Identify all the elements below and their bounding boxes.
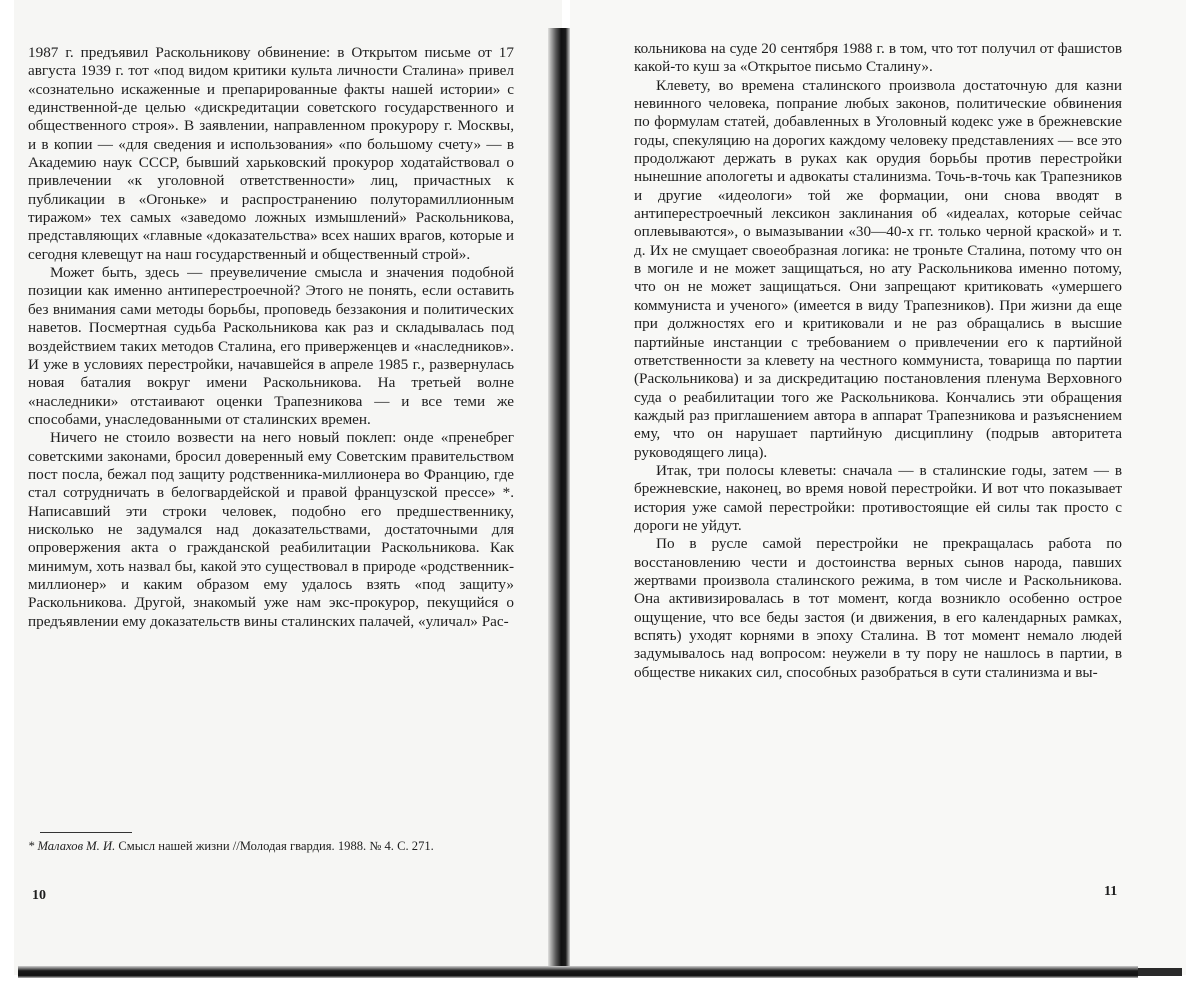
page-number-left: 10 — [32, 888, 46, 903]
footnote — [28, 838, 520, 854]
paragraph: кольникова на суде 20 сентября 1988 г. в том, что тот получил от фашистов какой-то куш за «Открытое письмо Сталину». — [634, 40, 1122, 76]
paragraph: Клевету, во времена сталинского произвола достаточную для казни невинного человека, попрание любых законов, политические обвинения по формулам статей, добавленных в Уголовный кодекс уже в брежневские годы, спекуляцию на дорогих каждому человеку представлениях — все это продолжают держать в руках как орудия борьбы против перестройки нынешние апологеты и адвокаты сталинизма. Точь-в-точь как Трапезников и другие «идеологи» той же формации, они снова вводят в антиперестроечный лексикон заклинания об «идеалах, которые сейчас оплевываются», о вымазывании «30—40-х гг. только черной краской» и т. д. Их не смущает своеобразная логика: не троньте Сталина, потому что он в могиле и не может защищаться, но ату Раскольникова именно потому, что он не может защищаться. Они запрещают критиковать «умершего коммуниста и ученого» (имеется в виду Трапезников). При жизни да еще при должностях его и критиковали и не раз обращались в высшие партийные инстанции с требованием о привлечении его к партийной ответственности за клевету на честного коммуниста, товарища по партии (Раскольникова) и за дискредитацию постановления пленума Верховного суда о реабилитации того же Раскольникова. Кончались эти обращения каждый раз приглашением автора в аппарат Трапезникова и разъяснением ему, что он нарушает партийную дисциплину (подрыв авторитета руководящего лица). — [634, 76, 1122, 461]
footnote-author: * Малахов М. И. — [28, 839, 116, 853]
paragraph: 1987 г. предъявил Раскольникову обвинение: в Открытом письме от 17 августа 1939 г. тот «под видом критики культа личности Сталина» привел «сознательно искаженные и препарированные факты нашей истории» с единственной-де целью «дискредитации советского государственного и общественного строя». В заявлении, направленном прокурору г. Москвы, и в копии — «для сведения и использования» «по большому счету» — в Академию наук СССР, бывший харьковский прокурор ходатайствовал о привлечении «к уголовной ответственности» лиц, причастных к публикации в «Огоньке» и распространению полуторамиллионным тиражом» тех самых «заведомо ложных измышлений» Раскольникова, представляющих «главные «доказательства» всех наших врагов, которые и сегодня клевещут на наш государственный и общественный строй». — [28, 44, 514, 263]
page-number-right: 11 — [1104, 884, 1118, 899]
paragraph: Ничего не стоило возвести на него новый поклеп: онде «пренебрег советскими законами, бросил доверенный ему Советским правительством пост посла, бежал под защиту родственника-миллионера во Францию, где стал сотрудничать в белогвардейской и правой французской прессе» *. Написавший эти строки человек, подобно его предшественнику, нисколько не задумался над доказательствами, достаточными для опровержения акта о гражданской реабилитации Раскольникова. Как минимум, хоть назвал бы, какой это существовал в природе «родственник-миллионер» и каким образом ему удалось взять «под защиту» Раскольникова. Другой, знакомый уже нам экс-прокурор, пекущийся о предъявлении ему доказательств вины сталинских палачей, «уличал» Рас- — [28, 429, 514, 630]
footnote-divider — [40, 832, 132, 833]
footnote-text: Смысл нашей жизни //Молодая гвардия. 1988. № 4. С. 271. — [118, 839, 434, 853]
page-bottom-edge-tail — [1138, 968, 1182, 976]
right-page-text — [634, 40, 1122, 682]
book-gutter — [548, 28, 570, 975]
page-bottom-edge — [18, 966, 1138, 978]
paragraph: Может быть, здесь — преувеличение смысла и значения подобной позиции как именно антиперестроечной? Этого не понять, если оставить без внимания сами методы борьбы, проповедь беззакония и политических наветов. Посмертная судьба Раскольникова как раз и складывалась под воздействием таких методов Сталина, его приверженцев и «наследников». И уже в условиях перестройки, начавшейся в апреле 1985 г., развернулась новая баталия вокруг имени Раскольникова. На третьей волне «наследники» отстаивают оценки Трапезникова — и все теми же способами, унаследованными от сталинских времен. — [28, 264, 514, 428]
paragraph: По в русле самой перестройки не прекращалась работа по восстановлению чести и достоинства верных сынов народа, павших жертвами произвола сталинского режима, в том числе и Раскольникова. Она активизировалась в тот момент, когда возникло особенно острое ощущение, что все беды застоя (и движения, в его календарных рамках, вспять) уходят корнями в эпоху Сталина. В тот момент немало людей задумывалось над вопросом: неужели в ту пору не нашлось в партии, в обществе никаких сил, способных разобраться в сути сталинизма и вы- — [634, 535, 1122, 681]
left-page-text — [28, 44, 514, 631]
paragraph: Итак, три полосы клеветы: сначала — в сталинские годы, затем — в брежневские, наконец, во время новой перестройки. И вот что показывает история уже самой перестройки: противостоящие ей силы так просто с дороги не уйдут. — [634, 461, 1122, 534]
